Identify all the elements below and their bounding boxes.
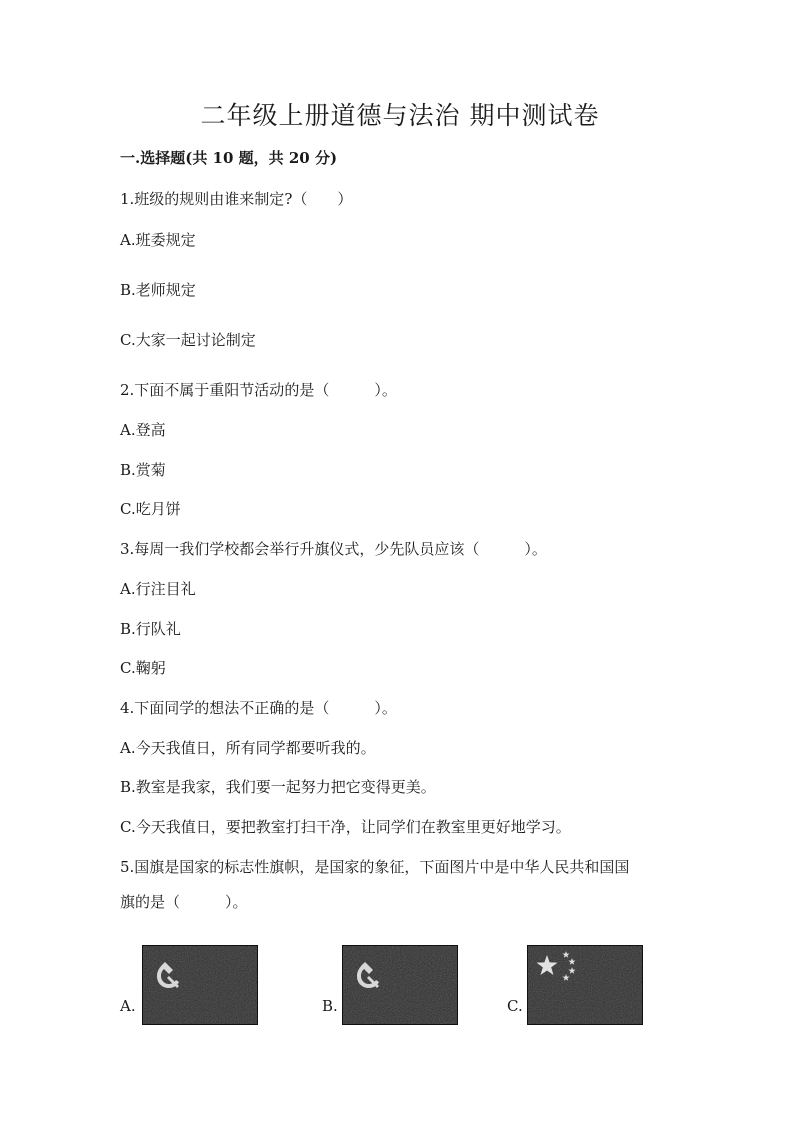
page-title: 二年级上册道德与法治 期中测试卷 <box>200 101 600 130</box>
question-3-option-a: A.行注目礼 <box>120 580 196 598</box>
question-4-option-c: C.今天我值日，要把教室打扫干净，让同学们在教室里更好地学习。 <box>120 818 571 836</box>
question-1-option-b: B.老师规定 <box>120 281 196 299</box>
question-2-option-a: A.登高 <box>120 421 166 439</box>
question-4-stem: 4.下面同学的想法不正确的是（ ）。 <box>120 699 397 717</box>
flag-options <box>0 945 800 1035</box>
question-4-option-a: A.今天我值日，所有同学都要听我的。 <box>120 739 376 757</box>
section-heading: 一.选择题(共 10 题，共 20 分) <box>120 149 338 167</box>
question-2-option-b: B.赏菊 <box>120 461 166 479</box>
option-letter: A. <box>120 997 136 1015</box>
flag-option-c <box>507 945 647 1035</box>
question-3-option-c: C.鞠躬 <box>120 659 166 677</box>
question-2-option-c: C.吃月饼 <box>120 500 181 518</box>
flag-option-a <box>120 945 260 1035</box>
option-letter: C. <box>507 997 523 1015</box>
question-4-option-b: B.教室是我家，我们要一起努力把它变得更美。 <box>120 778 436 796</box>
question-3-option-b: B.行队礼 <box>120 620 181 638</box>
question-1-option-a: A.班委规定 <box>120 231 196 249</box>
five-star-flag-icon <box>527 945 643 1025</box>
question-3-stem: 3.每周一我们学校都会举行升旗仪式，少先队员应该（ ）。 <box>120 540 547 558</box>
question-1-stem: 1.班级的规则由谁来制定?（ ） <box>120 190 353 208</box>
party-flag-icon <box>142 945 258 1025</box>
question-5-stem-line-2: 旗的是（ ）。 <box>120 893 248 911</box>
question-5-stem-line-1: 5.国旗是国家的标志性旗帜，是国家的象征，下面图片中是中华人民共和国国 <box>120 858 630 876</box>
question-2-stem: 2.下面不属于重阳节活动的是（ ）。 <box>120 381 397 399</box>
option-letter: B. <box>322 997 338 1015</box>
party-flag-icon <box>342 945 458 1025</box>
question-1-option-c: C.大家一起讨论制定 <box>120 331 256 349</box>
flag-option-b <box>322 945 462 1035</box>
